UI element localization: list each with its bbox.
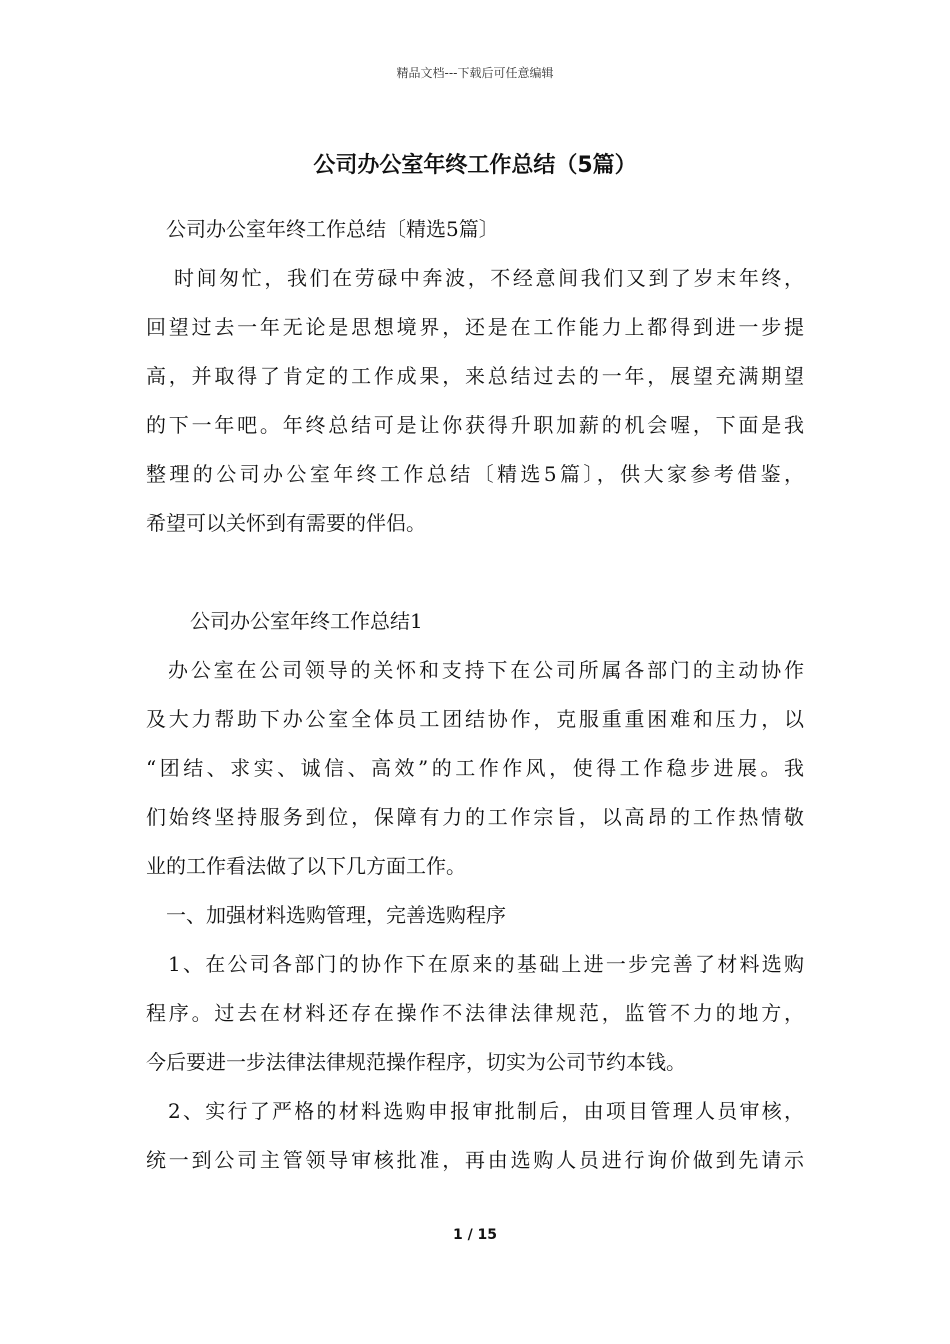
- paragraph-line: 今后要进一步法律法律规范操作程序，切实为公司节约本钱。: [146, 1050, 686, 1074]
- document-subtitle: 公司办公室年终工作总结〔精选5篇〕: [166, 217, 499, 241]
- point-heading: 一、加强材料选购管理，完善选购程序: [166, 903, 506, 927]
- document-body: [146, 205, 804, 1185]
- paragraph-line: 2、实行了严格的材料选购申报审批制后，由项目管理人员审核，: [168, 1099, 804, 1123]
- intro-paragraph: [146, 254, 804, 548]
- paragraph-line: 业的工作看法做了以下几方面工作。: [146, 854, 466, 878]
- paragraph-line: 时间匆忙，我们在劳碌中奔波，不经意间我们又到了岁末年终，: [174, 266, 804, 290]
- page-number: 1 / 15: [452, 1227, 498, 1243]
- blank-line: [146, 548, 804, 597]
- paragraph-line: 办公室在公司领导的关怀和支持下在公司所属各部门的主动协作: [168, 658, 804, 682]
- paragraph-line: 统一到公司主管领导审核批准，再由选购人员进行询价做到先请示: [146, 1148, 804, 1172]
- paragraph-line: 们始终坚持服务到位，保障有力的工作宗旨，以高昂的工作热情敬: [146, 805, 804, 829]
- page-header: 精品文档---下载后可任意编辑: [396, 66, 554, 80]
- paragraph-line: 及大力帮助下办公室全体员工团结协作，克服重重困难和压力，以: [146, 707, 804, 731]
- item1-paragraph: [146, 940, 804, 1087]
- document-title: 公司办公室年终工作总结（5篇）: [313, 153, 637, 178]
- paragraph-line: 程序。过去在材料还存在操作不法律法律规范，监管不力的地方，: [146, 1001, 804, 1025]
- paragraph-line: 的下一年吧。年终总结可是让你获得升职加薪的机会喔，下面是我: [146, 413, 804, 437]
- section1-paragraph: [146, 646, 804, 891]
- paragraph-line: 希望可以关怀到有需要的伴侣。: [146, 511, 426, 535]
- paragraph-line: “团结、求实、诚信、高效”的工作作风，使得工作稳步进展。我: [146, 756, 804, 780]
- item2-paragraph: [146, 1087, 804, 1185]
- paragraph-line: 整理的公司办公室年终工作总结〔精选5篇〕，供大家参考借鉴，: [146, 462, 804, 486]
- paragraph-line: 1、在公司各部门的协作下在原来的基础上进一步完善了材料选购: [168, 952, 804, 976]
- section-heading: 公司办公室年终工作总结1: [190, 609, 423, 633]
- paragraph-line: 回望过去一年无论是思想境界，还是在工作能力上都得到进一步提: [146, 315, 804, 339]
- paragraph-line: 高，并取得了肯定的工作成果，来总结过去的一年，展望充满期望: [146, 364, 804, 388]
